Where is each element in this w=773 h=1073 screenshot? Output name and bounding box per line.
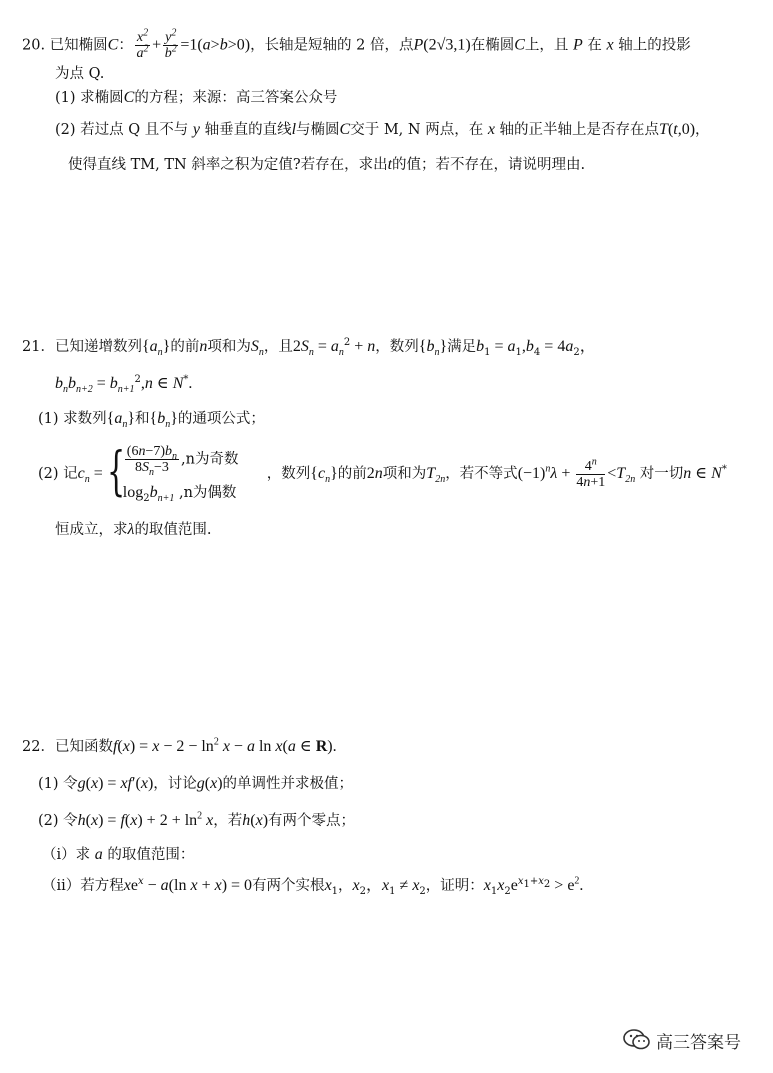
q20-part1: (1) 求椭圆C的方程；来源：高三答案公众号 — [55, 89, 338, 106]
q22-sub-i: （i）求 a 的取值范围： — [42, 846, 195, 863]
q22-sub-ii: （ii）若方程$xe^x - a(\ln$ x + x) = 0有两个实根$x_1$，$x_2$，$x_1 \ne x_2$，证明：$x_1x_2e^{x_1+x_2} > e^2$. — [42, 875, 584, 897]
q20-part2: (2) 若过点 Q 且不与 y 轴垂直的直线l与椭圆C交于 M, N 两点，在 x 轴的正半轴上是否存在点T(t,0)， — [55, 121, 710, 138]
q21-number: 21． — [22, 339, 55, 355]
q22-part2: (2) 令$h(x) = f(x) + 2 + \ln^2 x$，若h(x)有两个零点； — [38, 810, 356, 829]
q21-line1: 21．已知递增数列$\{a_n\}$的前n项和为$S_n$，且$2S_n = a_n^2 + n$，数列$\{b_n\}$满足$b_1 = a_1,b_4 = 4a_2$， — [22, 337, 596, 359]
q22-number: 22． — [22, 739, 55, 755]
q22-part1: (1) 令g(x) = xf′(x)，讨论g(x)的单调性并求极值； — [38, 775, 354, 792]
q21-part2-cont: 恒成立，求λ的取值范围. — [55, 521, 212, 538]
q20-line1: 20. 已知椭圆C： $\frac{x^2}{a^2}$ + $\frac{y^2}{b^2}$ =1(a>b>0)，长轴是短轴的 2 倍，点P(2√3,1)在椭圆C上，且 P 在 x 轴上的投影 — [22, 27, 691, 61]
q20-line2: 为点 Q. — [55, 66, 105, 82]
q20-number: 20. — [22, 37, 46, 54]
q20-part2-cont: 使得直线 TM, TN 斜率之积为定值?若存在，求出t的值；若不存在，请说明理由. — [68, 156, 586, 173]
q21-part2: (2) 记$c_n$ = { $\frac{(6n-7)b_n}{8S_n-3}$ ,n为奇数 $\log_2b_{n+1}$ ,n为偶数 ，数列$\{c_n\}$的前2n项和为$T_{2n}$，若不等式$(-1)^n\lambda$ + $\frac{4^n}{4n+1}$ $<T_{2n}$ 对一切n ∈ N* — [38, 442, 727, 505]
q21-part1: (1) 求数列$\{a_n\}$和$\{b_n\}$的通项公式； — [38, 410, 265, 431]
q22-line1: 22．已知函数$f(x) = x - 2 - \ln^2 x - a$ ln x(a ∈ R). — [22, 736, 337, 755]
q21-line2: $b_nb_{n+2} = b_{n+1}^2,n$ ∈ N*. — [55, 374, 193, 396]
watermark-text: 高三答案号 — [656, 1032, 741, 1053]
wechat-watermark — [622, 1027, 741, 1053]
wechat-icon — [622, 1027, 652, 1053]
piecewise-definition: { $\frac{(6n-7)b_n}{8S_n-3}$ ,n为奇数 $\log_2b_{n+1}$ ,n为偶数 — [106, 442, 239, 505]
